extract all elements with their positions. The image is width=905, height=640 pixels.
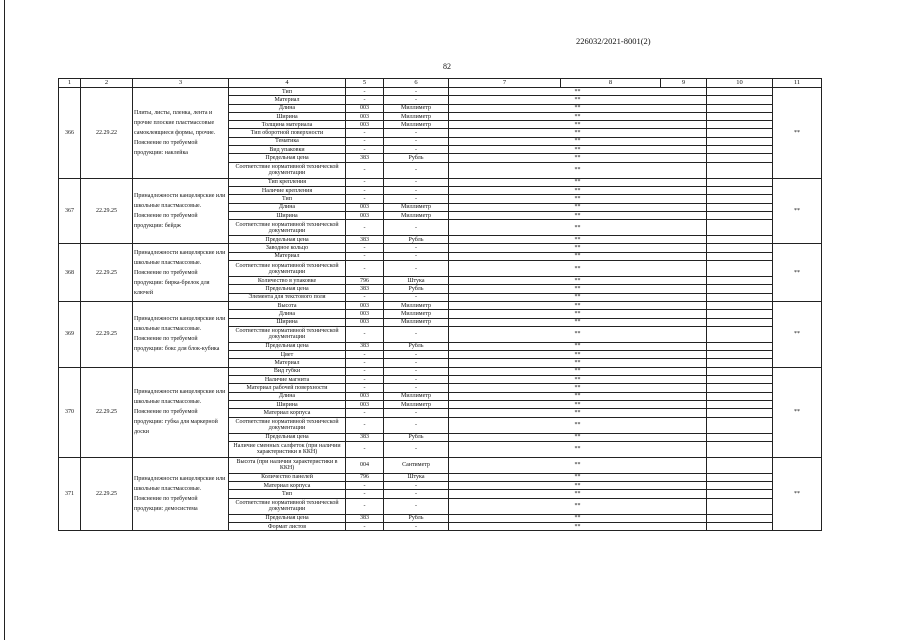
col-10-cell [707, 252, 773, 260]
characteristic-name: Соответствие нормативной технической документации [229, 326, 346, 342]
col-10-cell [707, 301, 773, 309]
characteristic-name: Предельная цена [229, 433, 346, 441]
characteristic-value: ** [449, 293, 707, 301]
item-number: 367 [59, 178, 81, 244]
characteristic-name: Соответствие нормативной технической документации [229, 162, 346, 178]
characteristic-name: Элемента для текстового поля [229, 293, 346, 301]
col-10-cell [707, 326, 773, 342]
col-10-cell [707, 121, 773, 129]
unit-name: - [384, 490, 449, 498]
characteristic-name: Предельная цена [229, 236, 346, 244]
col-10-cell [707, 498, 773, 514]
characteristic-value: ** [449, 490, 707, 498]
characteristic-value: ** [449, 514, 707, 522]
col-10-cell [707, 104, 773, 112]
col-10-cell [707, 409, 773, 417]
col-head: 11 [773, 79, 822, 88]
col-11-value: ** [773, 301, 822, 367]
unit-name: Сантиметр [384, 457, 449, 473]
col-10-cell [707, 129, 773, 137]
item-number: 366 [59, 88, 81, 179]
characteristic-name: Материал рабочей поверхности [229, 384, 346, 392]
table-row [59, 367, 822, 375]
characteristic-value: ** [449, 195, 707, 203]
okei-code: - [346, 137, 384, 145]
characteristic-name: Наличие сменных салфеток (при наличии характеристики в ККН) [229, 441, 346, 457]
col-head: 5 [346, 79, 384, 88]
characteristic-value: ** [449, 376, 707, 384]
col-10-cell [707, 310, 773, 318]
table-row [59, 88, 822, 96]
unit-name: - [384, 441, 449, 457]
characteristic-value: ** [449, 104, 707, 112]
characteristic-name: Вид упаковки [229, 146, 346, 154]
table-row [59, 301, 822, 309]
okei-code: 383 [346, 154, 384, 162]
characteristic-value: ** [449, 96, 707, 104]
unit-name: - [384, 186, 449, 194]
col-10-cell [707, 351, 773, 359]
col-10-cell [707, 96, 773, 104]
characteristic-value: ** [449, 121, 707, 129]
col-10-cell [707, 112, 773, 120]
item-description: Принадлежности канцелярские или школьные пластмассовые. Пояснение по требуемой продукции: бирка-брелок для ключей [133, 244, 229, 301]
unit-name: Рубль [384, 236, 449, 244]
characteristic-name: Ширина [229, 211, 346, 219]
unit-name: Рубль [384, 342, 449, 350]
col-10-cell [707, 359, 773, 367]
characteristic-name: Ширина [229, 112, 346, 120]
unit-name: - [384, 137, 449, 145]
col-10-cell [707, 154, 773, 162]
characteristic-name: Длина [229, 392, 346, 400]
unit-name: Миллиметр [384, 301, 449, 309]
okei-code: 003 [346, 211, 384, 219]
col-10-cell [707, 457, 773, 473]
okei-code: - [346, 482, 384, 490]
okpd-code: 22.29.25 [81, 244, 133, 301]
unit-name: Миллиметр [384, 318, 449, 326]
okei-code: 003 [346, 203, 384, 211]
col-10-cell [707, 522, 773, 530]
col-10-cell [707, 392, 773, 400]
characteristic-name: Цвет [229, 351, 346, 359]
okei-code: - [346, 252, 384, 260]
characteristic-name: Тип крепления [229, 178, 346, 186]
characteristic-name: Формат листов [229, 522, 346, 530]
okei-code: 003 [346, 112, 384, 120]
characteristic-name: Толщина материала [229, 121, 346, 129]
col-10-cell [707, 342, 773, 350]
characteristic-name: Материал корпуса [229, 409, 346, 417]
unit-name: Штука [384, 473, 449, 481]
characteristic-value: ** [449, 473, 707, 481]
col-head: 7 [449, 79, 561, 88]
characteristic-name: Материал корпуса [229, 482, 346, 490]
characteristic-name: Предельная цена [229, 154, 346, 162]
characteristic-value: ** [449, 351, 707, 359]
okei-code: 003 [346, 121, 384, 129]
characteristic-value: ** [449, 301, 707, 309]
document-id: 226032/2021-8001(2) [576, 36, 651, 46]
okei-code: - [346, 146, 384, 154]
characteristic-value: ** [449, 482, 707, 490]
col-10-cell [707, 400, 773, 408]
characteristic-value: ** [449, 359, 707, 367]
col-10-cell [707, 88, 773, 96]
col-10-cell [707, 137, 773, 145]
unit-name: - [384, 252, 449, 260]
column-number-row [59, 79, 822, 88]
unit-name: - [384, 409, 449, 417]
okei-code: 003 [346, 392, 384, 400]
unit-name: - [384, 498, 449, 514]
col-10-cell [707, 490, 773, 498]
unit-name: - [384, 220, 449, 236]
col-head: 2 [81, 79, 133, 88]
characteristic-value: ** [449, 129, 707, 137]
unit-name: - [384, 326, 449, 342]
unit-name: - [384, 244, 449, 252]
okei-code: - [346, 522, 384, 530]
unit-name: - [384, 129, 449, 137]
unit-name: Миллиметр [384, 203, 449, 211]
characteristic-name: Соответствие нормативной технической документации [229, 220, 346, 236]
okei-code: - [346, 88, 384, 96]
table-row [59, 457, 822, 473]
characteristic-name: Соответствие нормативной технической документации [229, 261, 346, 277]
unit-name: - [384, 293, 449, 301]
characteristic-name: Материал [229, 96, 346, 104]
unit-name: Миллиметр [384, 310, 449, 318]
characteristic-value: ** [449, 285, 707, 293]
unit-name: - [384, 376, 449, 384]
item-number: 368 [59, 244, 81, 301]
col-10-cell [707, 417, 773, 433]
okei-code: - [346, 409, 384, 417]
characteristic-value: ** [449, 400, 707, 408]
okei-code: - [346, 129, 384, 137]
col-11-value: ** [773, 367, 822, 457]
characteristic-value: ** [449, 252, 707, 260]
col-10-cell [707, 514, 773, 522]
characteristic-name: Тип [229, 490, 346, 498]
col-10-cell [707, 318, 773, 326]
okei-code: - [346, 384, 384, 392]
characteristic-name: Тип оборотной поверхности [229, 129, 346, 137]
characteristic-value: ** [449, 178, 707, 186]
unit-name: Штука [384, 277, 449, 285]
characteristic-name: Длина [229, 104, 346, 112]
characteristic-name: Высота [229, 301, 346, 309]
item-number: 371 [59, 457, 81, 530]
okei-code: - [346, 367, 384, 375]
unit-name: - [384, 367, 449, 375]
characteristic-value: ** [449, 277, 707, 285]
characteristic-name: Предельная цена [229, 514, 346, 522]
col-head: 8 [561, 79, 661, 88]
unit-name: - [384, 417, 449, 433]
okpd-code: 22.29.25 [81, 457, 133, 530]
okei-code: 003 [346, 104, 384, 112]
characteristic-name: Ширина [229, 318, 346, 326]
col-head: 3 [133, 79, 229, 88]
unit-name: - [384, 522, 449, 530]
unit-name: Миллиметр [384, 392, 449, 400]
characteristic-value: ** [449, 162, 707, 178]
characteristic-value: ** [449, 342, 707, 350]
col-10-cell [707, 162, 773, 178]
okei-code: - [346, 261, 384, 277]
characteristic-value: ** [449, 112, 707, 120]
characteristic-name: Длина [229, 310, 346, 318]
col-10-cell [707, 441, 773, 457]
item-description: Принадлежности канцелярские или школьные пластмассовые. Пояснение по требуемой продукции: демосистема [133, 457, 229, 530]
characteristic-name: Количество панелей [229, 473, 346, 481]
okei-code: - [346, 162, 384, 178]
okei-code: 003 [346, 400, 384, 408]
characteristic-value: ** [449, 137, 707, 145]
col-11-value: ** [773, 244, 822, 301]
okei-code: 383 [346, 342, 384, 350]
okei-code: - [346, 376, 384, 384]
okei-code: 796 [346, 277, 384, 285]
characteristic-value: ** [449, 261, 707, 277]
col-11-value: ** [773, 457, 822, 530]
characteristic-value: ** [449, 310, 707, 318]
col-10-cell [707, 482, 773, 490]
characteristic-value: ** [449, 441, 707, 457]
okei-code: - [346, 417, 384, 433]
col-head: 1 [59, 79, 81, 88]
item-description: Принадлежности канцелярские или школьные пластмассовые. Пояснение по требуемой продукции: бейдж [133, 178, 229, 244]
unit-name: - [384, 351, 449, 359]
col-head: 9 [661, 79, 707, 88]
unit-name: Миллиметр [384, 121, 449, 129]
col-10-cell [707, 220, 773, 236]
unit-name: - [384, 162, 449, 178]
unit-name: - [384, 261, 449, 277]
okei-code: 383 [346, 236, 384, 244]
col-10-cell [707, 236, 773, 244]
okei-code: 796 [346, 473, 384, 481]
col-10-cell [707, 146, 773, 154]
item-number: 369 [59, 301, 81, 367]
col-10-cell [707, 203, 773, 211]
okei-code: 383 [346, 433, 384, 441]
okei-code: - [346, 441, 384, 457]
unit-name: - [384, 96, 449, 104]
characteristic-value: ** [449, 203, 707, 211]
unit-name: Миллиметр [384, 211, 449, 219]
col-11-value: ** [773, 88, 822, 179]
okei-code: - [346, 490, 384, 498]
item-description: Плиты, листы, пленка, лента и прочие плоские пластмассовые самоклеящиеся формы, прочие. Пояснение по требуемой продукции: наклейка [133, 88, 229, 179]
characteristic-value: ** [449, 146, 707, 154]
okei-code: 383 [346, 285, 384, 293]
col-10-cell [707, 285, 773, 293]
characteristic-value: ** [449, 220, 707, 236]
col-10-cell [707, 376, 773, 384]
unit-name: Миллиметр [384, 112, 449, 120]
characteristic-value: ** [449, 409, 707, 417]
col-10-cell [707, 367, 773, 375]
okei-code: - [346, 186, 384, 194]
col-10-cell [707, 244, 773, 252]
characteristic-name: Соответствие нормативной технической документации [229, 498, 346, 514]
characteristic-value: ** [449, 384, 707, 392]
characteristic-name: Высота (при наличии характеристики в ККН) [229, 457, 346, 473]
characteristic-name: Наличие крепления [229, 186, 346, 194]
col-10-cell [707, 433, 773, 441]
characteristic-value: ** [449, 392, 707, 400]
characteristic-name: Длина [229, 203, 346, 211]
characteristic-value: ** [449, 522, 707, 530]
characteristic-value: ** [449, 211, 707, 219]
characteristic-name: Вид губки [229, 367, 346, 375]
page-number: 82 [443, 62, 451, 71]
okei-code: - [346, 326, 384, 342]
unit-name: - [384, 195, 449, 203]
okei-code: 383 [346, 514, 384, 522]
characteristic-value: ** [449, 318, 707, 326]
register-body [59, 88, 822, 531]
okei-code: - [346, 178, 384, 186]
okei-code: - [346, 96, 384, 104]
characteristic-name: Предельная цена [229, 285, 346, 293]
unit-name: - [384, 359, 449, 367]
characteristic-name: Предельная цена [229, 342, 346, 350]
okpd-code: 22.29.25 [81, 301, 133, 367]
okei-code: - [346, 195, 384, 203]
col-head: 4 [229, 79, 346, 88]
table-row [59, 178, 822, 186]
characteristic-name: Заводное кольцо [229, 244, 346, 252]
unit-name: Миллиметр [384, 104, 449, 112]
characteristic-name: Соответствие нормативной технической документации [229, 417, 346, 433]
characteristic-name: Тип [229, 195, 346, 203]
item-number: 370 [59, 367, 81, 457]
characteristic-value: ** [449, 433, 707, 441]
characteristic-value: ** [449, 417, 707, 433]
col-10-cell [707, 186, 773, 194]
item-description: Принадлежности канцелярские или школьные пластмассовые. Пояснение по требуемой продукции: губка для маркерной доски [133, 367, 229, 457]
unit-name: Миллиметр [384, 400, 449, 408]
characteristic-value: ** [449, 457, 707, 473]
page-edge-line [4, 0, 5, 640]
okei-code: - [346, 351, 384, 359]
col-10-cell [707, 178, 773, 186]
unit-name: - [384, 178, 449, 186]
col-head: 6 [384, 79, 449, 88]
characteristic-value: ** [449, 154, 707, 162]
okei-code: - [346, 220, 384, 236]
unit-name: - [384, 384, 449, 392]
col-10-cell [707, 261, 773, 277]
okei-code: - [346, 293, 384, 301]
okei-code: 003 [346, 301, 384, 309]
characteristic-value: ** [449, 326, 707, 342]
okei-code: - [346, 244, 384, 252]
characteristic-value: ** [449, 186, 707, 194]
okpd-code: 22.29.22 [81, 88, 133, 179]
unit-name: Рубль [384, 154, 449, 162]
unit-name: - [384, 88, 449, 96]
characteristic-name: Ширина [229, 400, 346, 408]
col-10-cell [707, 277, 773, 285]
characteristic-name: Тип [229, 88, 346, 96]
okei-code: - [346, 359, 384, 367]
characteristic-name: Материал [229, 252, 346, 260]
characteristic-value: ** [449, 367, 707, 375]
col-11-value: ** [773, 178, 822, 244]
item-description: Принадлежности канцелярские или школьные пластмассовые. Пояснение по требуемой продукции: бокс для блок-кубика [133, 301, 229, 367]
unit-name: - [384, 482, 449, 490]
table-row [59, 244, 822, 252]
unit-name: Рубль [384, 285, 449, 293]
okpd-code: 22.29.25 [81, 367, 133, 457]
col-10-cell [707, 211, 773, 219]
characteristic-value: ** [449, 236, 707, 244]
col-head: 10 [707, 79, 773, 88]
characteristic-name: Материал [229, 359, 346, 367]
okpd-code: 22.29.25 [81, 178, 133, 244]
okei-code: - [346, 498, 384, 514]
unit-name: Рубль [384, 514, 449, 522]
characteristic-name: Количество в упаковке [229, 277, 346, 285]
col-10-cell [707, 195, 773, 203]
col-10-cell [707, 293, 773, 301]
characteristic-name: Наличие магнита [229, 376, 346, 384]
characteristic-value: ** [449, 244, 707, 252]
unit-name: - [384, 146, 449, 154]
col-10-cell [707, 473, 773, 481]
characteristic-value: ** [449, 88, 707, 96]
okei-code: 003 [346, 310, 384, 318]
okei-code: 003 [346, 318, 384, 326]
unit-name: Рубль [384, 433, 449, 441]
col-10-cell [707, 384, 773, 392]
register-table [58, 78, 822, 531]
characteristic-value: ** [449, 498, 707, 514]
okei-code: 004 [346, 457, 384, 473]
characteristic-name: Тематика [229, 137, 346, 145]
